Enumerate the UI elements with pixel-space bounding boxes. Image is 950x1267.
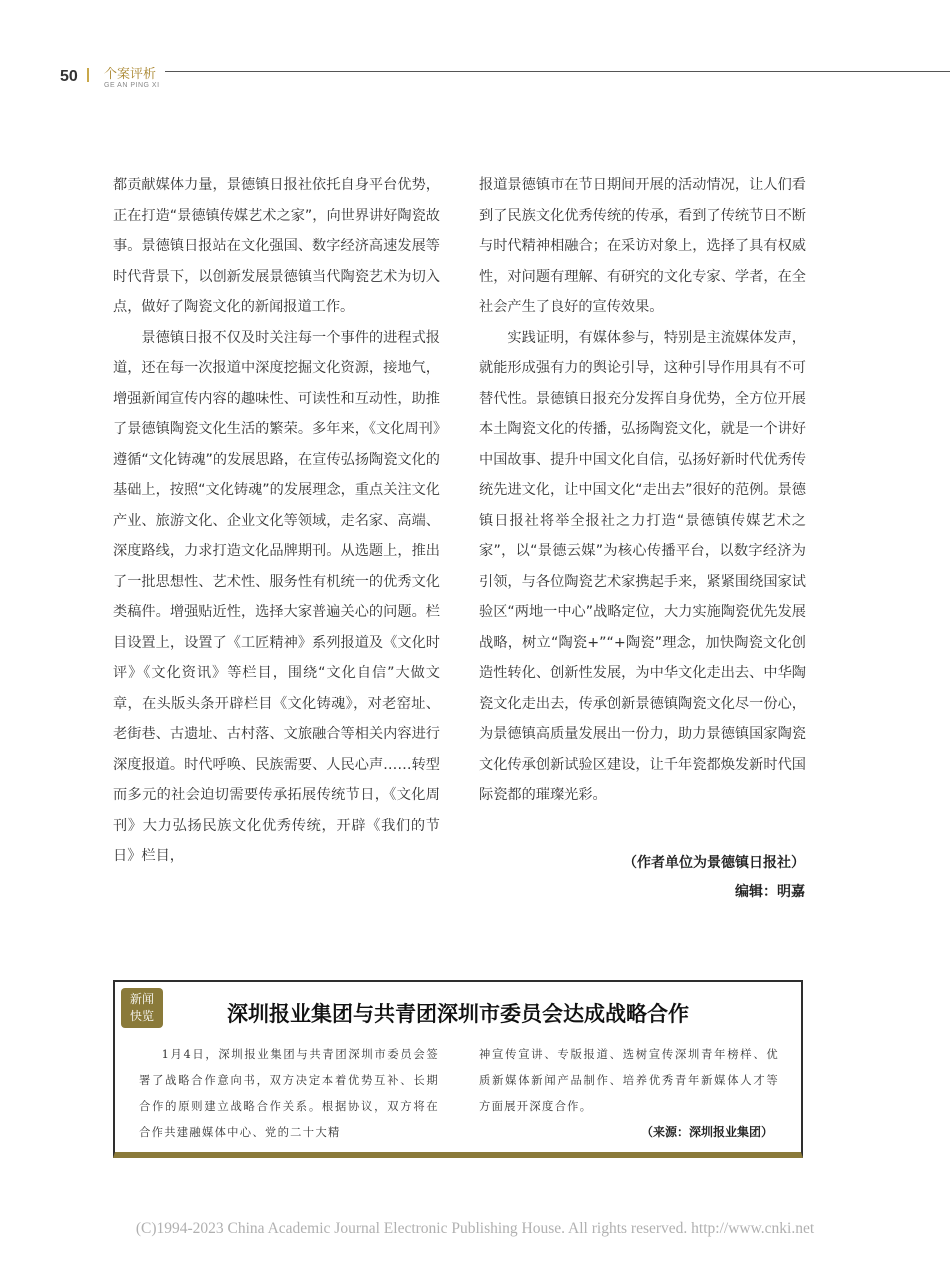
paragraph: 景德镇日报不仅及时关注每一个事件的进程式报道，还在每一次报道中深度挖掘文化资源，接地气，增强新闻宣传内容的趣味性、可读性和互动性，助推了景德镇陶瓷文化生活的繁荣。多年来，《文化周刊》遵循“文化铸魂”的发展思路，在宣传弘扬陶瓷文化的基础上，按照“文化铸魂”的发展理念，重点关注文化产业、旅游文化、企业文化等领域，走名家、高端、深度路线，力求打造文化品牌期刊。从选题上，推出了一批思想性、艺术性、服务性有机统一的优秀文化类稿件。增强贴近性，选择大家普遍关心的问题。栏目设置上，设置了《工匠精神》系列报道及《文化时评》《文化资讯》等栏目，围绕“文化自信”大做文章，在头版头条开辟栏目《文化铸魂》，对老窑址、老街巷、古遗址、古村落、文旅融合等相关内容进行深度报道。时代呼唤、民族需要、人民心声……转型而多元的社会迫切需要传承拓展传统节日，《文化周刊》大力弘扬民族文化优秀传统，开辟《我们的节日》栏目，	[113, 329, 440, 864]
news-source: （来源：深圳报业集团）	[640, 1125, 773, 1139]
section-pinyin: GE AN PING XI	[104, 82, 160, 89]
badge-line: 快览	[129, 1009, 154, 1023]
paragraph: 都贡献媒体力量，景德镇日报社依托自身平台优势，正在打造“景德镇传媒艺术之家”，向世界讲好陶瓷故事。景德镇日报站在文化强国、数字经济高速发展等时代背景下，以创新发展景德镇当代陶瓷艺术为切入点，做好了陶瓷文化的新闻报道工作。	[113, 177, 440, 315]
paragraph: 实践证明，有媒体参与，特别是主流媒体发声，就能形成强有力的舆论引导，这种引导作用具有不可替代性。景德镇日报充分发挥自身优势，全方位开展本土陶瓷文化的传播，弘扬陶瓷文化，就是一个讲好中国故事、提升中国文化自信，弘扬好新时代优秀传统先进文化，让中国文化“走出去”很好的范例。景德镇日报社将举全报社之力打造“景德镇传媒艺术之家”，以“景德云媒”为核心传播平台，以数字经济为引领，与各位陶瓷艺术家携起手来，紧紧围绕国家试验区“两地一中心”战略定位，大力实施陶瓷优先发展战略，树立“陶瓷+”“+陶瓷”理念，加快陶瓷文化创造性转化、创新性发展，为中华文化走出去、中华陶瓷文化走出去，传承创新景德镇陶瓷文化尽一份心，为景德镇高质量发展出一份力，助力景德镇国家陶瓷文化传承创新试验区建设，让千年瓷都焕发新时代国际瓷都的璀璨光彩。	[479, 329, 806, 803]
editor-credit: 编辑：明嘉	[735, 884, 805, 900]
header-divider	[87, 68, 89, 82]
paragraph: 报道景德镇市在节日期间开展的活动情况，让人们看到了民族文化优秀传统的传承，看到了传统节日不断与时代精神相融合；在采访对象上，选择了具有权威性，对问题有理解、有研究的文化专家、学者，在全社会产生了良好的宣传效果。	[479, 177, 806, 315]
news-left-column	[139, 1042, 439, 1146]
news-flash-box	[113, 980, 803, 1158]
news-paragraph: 神宣传宣讲、专版报道、选树宣传深圳青年榜样、优质新媒体新闻产品制作、培养优秀青年新媒体人才等方面展开深度合作。	[479, 1048, 779, 1113]
news-right-column	[479, 1042, 779, 1120]
page-number: 50	[60, 68, 78, 85]
article-right-column	[479, 170, 806, 811]
header-rule	[165, 71, 950, 72]
section-title: 个案评析	[104, 67, 157, 82]
copyright-footer: (C)1994-2023 China Academic Journal Electronic Publishing House. All rights reserved. http://www.cnki.net	[135, 1220, 815, 1237]
news-paragraph: 1月4日，深圳报业集团与共青团深圳市委员会签署了战略合作意向书，双方决定本着优势互补、长期合作的原则建立战略合作关系。根据协议，双方将在合作共建融媒体中心、党的二十大精	[139, 1048, 439, 1139]
badge-line: 新闻	[129, 992, 154, 1006]
author-affiliation: （作者单位为景德镇日报社）	[623, 855, 805, 871]
article-left-column	[113, 170, 440, 872]
page-header	[60, 62, 950, 92]
news-title: 深圳报业集团与共青团深圳市委员会达成战略合作	[227, 1001, 689, 1026]
